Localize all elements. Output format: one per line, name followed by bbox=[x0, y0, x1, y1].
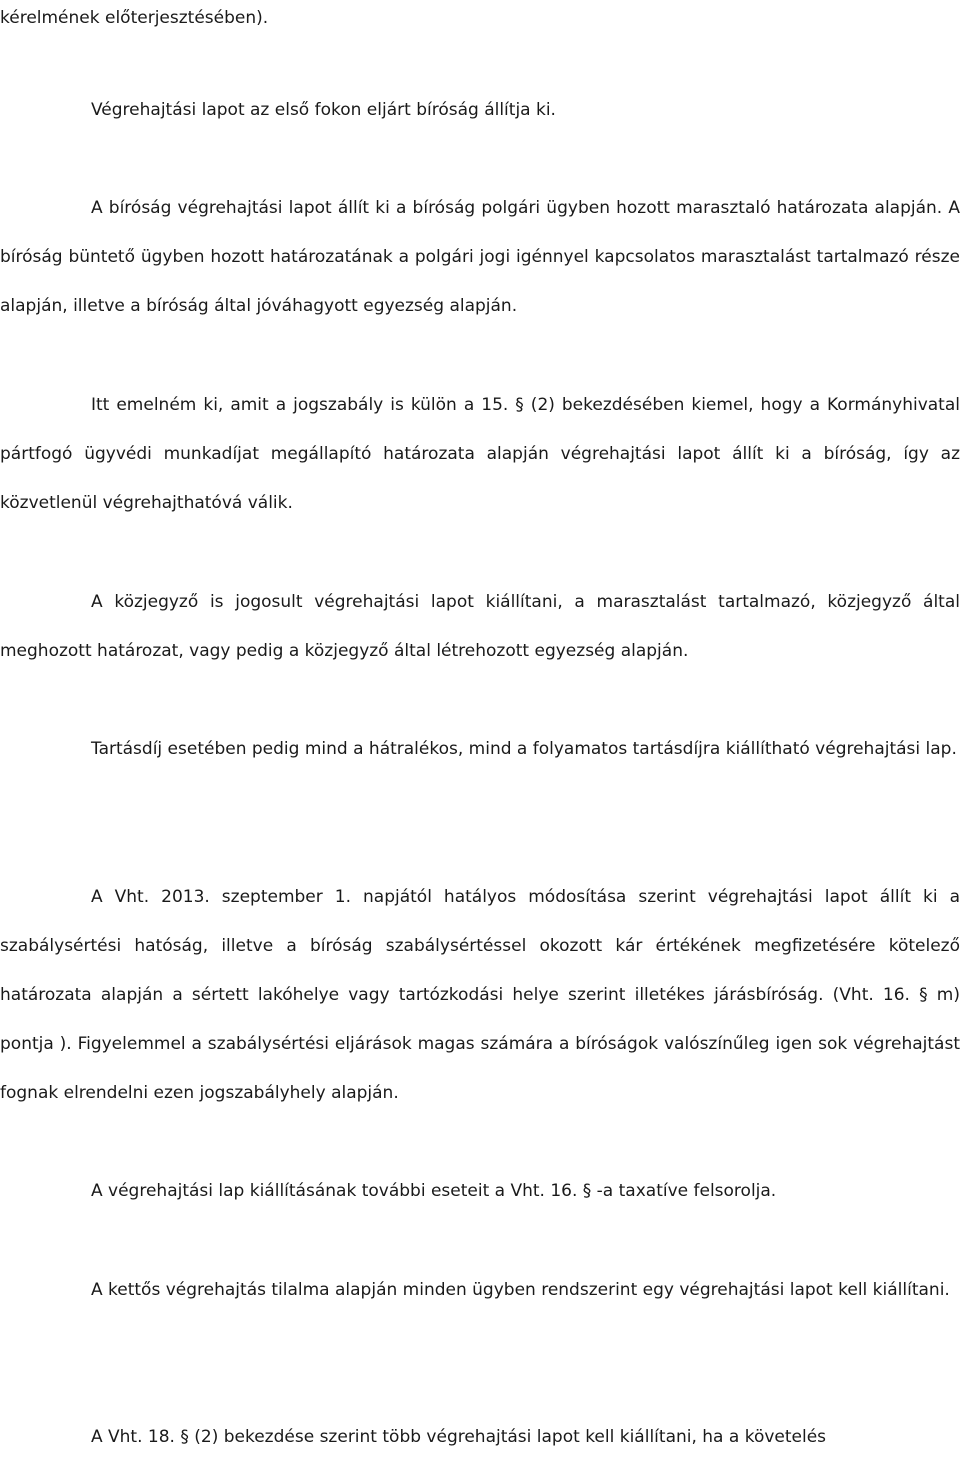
paragraph-court-issues: A bíróság végrehajtási lapot állít ki a bíróság polgári ügyben hozott marasztaló határozata alapján. A bíróság büntető ügyben hozott határozatának a polgári jogi igénnyel kapcsolatos marasztalást tartalmazó része alapján, illetve a bíróság által jóváhagyott egyezség alapján. bbox=[0, 198, 960, 316]
paragraph-alimony: Tartásdíj esetében pedig mind a hátralékos, mind a folyamatos tartásdíjra kiállítható végrehajtási lap. bbox=[91, 739, 957, 759]
paragraph-legal-aid: Itt emelném ki, amit a jogszabály is külön a 15. § (2) bekezdésében kiemel, hogy a Kormányhivatal pártfogó ügyvédi munkadíjat megállapító határozata alapján végrehajtási lapot állít ki a bíróság, így az közvetlenül végrehajthatóvá válik. bbox=[0, 395, 960, 513]
paragraph-issuing-court: Végrehajtási lapot az első fokon eljárt bíróság állítja ki. bbox=[91, 100, 556, 120]
paragraph-notary: A közjegyző is jogosult végrehajtási lapot kiállítani, a marasztalást tartalmazó, közjegyző által meghozott határozat, vagy pedig a közjegyző által létrehozott egyezség alapján. bbox=[0, 592, 960, 661]
paragraph-continuation: kérelmének előterjesztésében). bbox=[0, 8, 269, 28]
paragraph-further-cases: A végrehajtási lap kiállításának további eseteit a Vht. 16. § -a taxatíve felsorolja. bbox=[91, 1181, 777, 1201]
paragraph-vht-amendment: A Vht. 2013. szeptember 1. napjától hatályos módosítása szerint végrehajtási lapot állít ki a szabálysértési hatóság, illetve a bíróság szabálysértéssel okozott kár értékének megfizetésére kötelező határozata alapján a sértett lakóhelye vagy tartózkodási helye szerint illetékes járásbíróság. (Vht. 16. § m) pontja ). Figyelemmel a szabálysértési eljárások magas számára a bíróságok valószínűleg igen sok végrehajtást fognak elrendelni ezen jogszabályhely alapján. bbox=[0, 887, 960, 1103]
paragraph-double-enforcement: A kettős végrehajtás tilalma alapján minden ügyben rendszerint egy végrehajtási lapot kell kiállítani. bbox=[91, 1280, 950, 1300]
paragraph-multiple-sheets: A Vht. 18. § (2) bekezdése szerint több végrehajtási lapot kell kiállítani, ha a követelés bbox=[91, 1427, 827, 1447]
